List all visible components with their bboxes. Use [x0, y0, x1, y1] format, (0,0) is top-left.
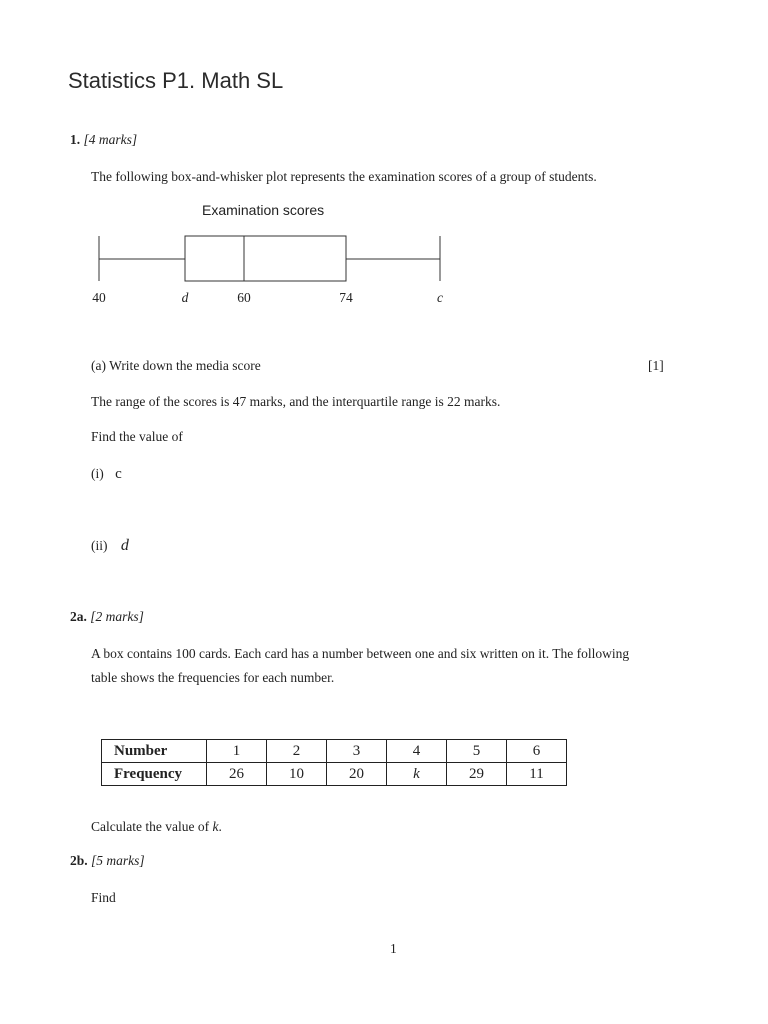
table-cell: 1 [207, 740, 267, 763]
part-ii-label: (ii) [91, 538, 108, 553]
question-2b-header [70, 853, 145, 869]
question-number: 1. [70, 132, 81, 147]
table-cell: 29 [447, 763, 507, 786]
table-cell: 3 [327, 740, 387, 763]
question-number: 2a. [70, 609, 87, 624]
part-i-variable: c [115, 466, 122, 482]
tick-label-q1: d [181, 290, 189, 305]
table-cell: 11 [507, 763, 567, 786]
table-cell: 4 [387, 740, 447, 763]
table-cell: k [387, 763, 447, 786]
question-number: 2b. [70, 853, 88, 868]
question-marks: [2 marks] [90, 609, 144, 624]
question-marks: [4 marks] [83, 132, 138, 147]
question-2a-line-2: table shows the frequencies for each number. [91, 670, 335, 685]
question-2a-line-1: A box contains 100 cards. Each card has a number between one and six written on it. The following [91, 646, 630, 661]
part-a-marks: [1] [648, 358, 664, 373]
part-ii-variable: d [120, 537, 129, 554]
question-marks: [5 marks] [91, 853, 145, 868]
page-number: 1 [390, 941, 397, 956]
chart-title: Examination scores [202, 202, 325, 218]
part-i [91, 465, 122, 483]
tick-label-median: 60 [237, 290, 251, 305]
calc-variable: k [212, 819, 219, 834]
calculate-k [91, 818, 222, 836]
table-cell: 6 [507, 740, 567, 763]
question-2a-header [70, 609, 144, 625]
question-1-intro: The following box-and-whisker plot represents the examination scores of a group of students. [91, 169, 597, 184]
frequency-table [101, 739, 567, 786]
page-title: Statistics P1. Math SL [68, 68, 284, 93]
table-cell: 5 [447, 740, 507, 763]
table-cell: 2 [267, 740, 327, 763]
tick-label-q3: 74 [339, 290, 353, 305]
calc-prefix: Calculate the value of [91, 819, 213, 834]
table-row [102, 740, 567, 763]
question-1-part-a: (a) Write down the media score [91, 358, 261, 373]
table-row [102, 763, 567, 786]
table-cell: 20 [327, 763, 387, 786]
row-header-number: Number [102, 740, 207, 763]
find-value-text: Find the value of [91, 429, 183, 444]
table-cell: 26 [207, 763, 267, 786]
part-i-label: (i) [91, 466, 104, 481]
tick-label-max: c [437, 290, 443, 305]
row-header-frequency: Frequency [102, 763, 207, 786]
interquartile-box [185, 236, 346, 281]
question-2b-find: Find [91, 890, 116, 905]
range-statement: The range of the scores is 47 marks, and the interquartile range is 22 marks. [91, 394, 501, 409]
table-cell: 10 [267, 763, 327, 786]
tick-label-min: 40 [92, 290, 106, 305]
calc-suffix: . [218, 819, 222, 834]
part-ii [91, 537, 129, 555]
